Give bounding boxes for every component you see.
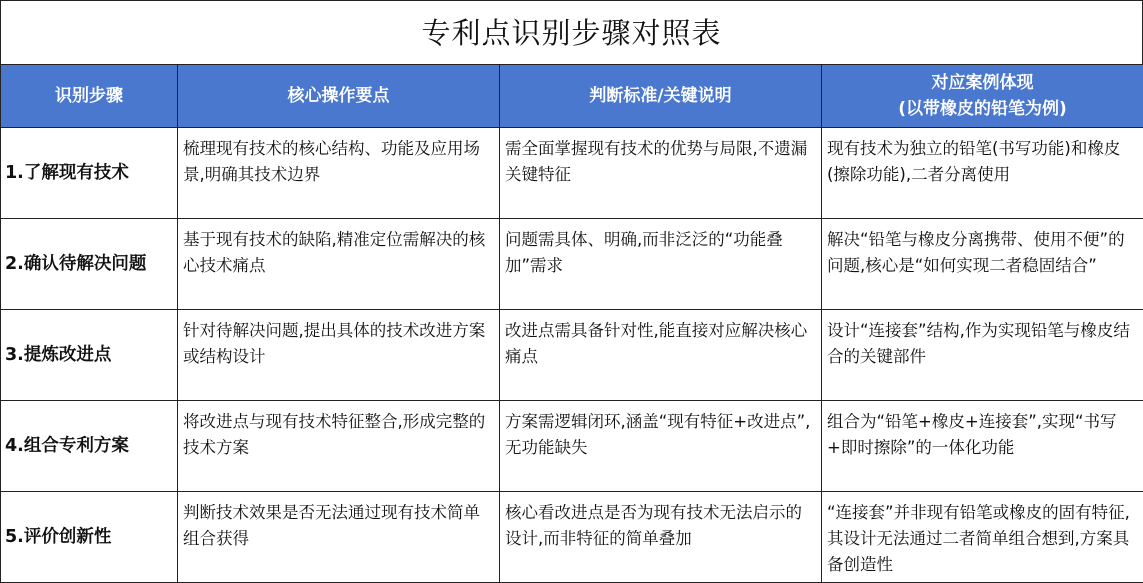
row-operation: 基于现有技术的缺陷,精准定位需解决的核心技术痛点 <box>178 219 500 310</box>
row-step: 1.了解现有技术 <box>1 128 178 219</box>
row-step: 5.评价创新性 <box>1 492 178 583</box>
row-criteria: 问题需具体、明确,而非泛泛的“功能叠加”需求 <box>500 219 822 310</box>
table-row <box>1 401 1143 492</box>
row-example: “连接套”并非现有铅笔或橡皮的固有特征,其设计无法通过二者简单组合想到,方案具备创造性 <box>822 492 1143 583</box>
comparison-table <box>0 64 1143 583</box>
table-row <box>1 128 1143 219</box>
row-step: 2.确认待解决问题 <box>1 219 178 310</box>
row-operation: 将改进点与现有技术特征整合,形成完整的技术方案 <box>178 401 500 492</box>
header-row <box>1 65 1143 128</box>
header-operation: 核心操作要点 <box>178 65 500 128</box>
header-criteria: 判断标准/关键说明 <box>500 65 822 128</box>
row-step: 3.提炼改进点 <box>1 310 178 401</box>
row-operation: 判断技术效果是否无法通过现有技术简单组合获得 <box>178 492 500 583</box>
row-criteria: 方案需逻辑闭环,涵盖“现有特征+改进点”,无功能缺失 <box>500 401 822 492</box>
header-example-line2: (以带橡皮的铅笔为例) <box>826 96 1139 122</box>
row-operation: 针对待解决问题,提出具体的技术改进方案或结构设计 <box>178 310 500 401</box>
row-example: 解决“铅笔与橡皮分离携带、使用不便”的问题,核心是“如何实现二者稳固结合” <box>822 219 1143 310</box>
table-row <box>1 492 1143 583</box>
row-step: 4.组合专利方案 <box>1 401 178 492</box>
header-example <box>822 65 1143 128</box>
row-operation: 梳理现有技术的核心结构、功能及应用场景,明确其技术边界 <box>178 128 500 219</box>
row-example: 现有技术为独立的铅笔(书写功能)和橡皮(擦除功能),二者分离使用 <box>822 128 1143 219</box>
row-criteria: 改进点需具备针对性,能直接对应解决核心痛点 <box>500 310 822 401</box>
row-example: 组合为“铅笔+橡皮+连接套”,实现“书写+即时擦除”的一体化功能 <box>822 401 1143 492</box>
table-row <box>1 219 1143 310</box>
header-step: 识别步骤 <box>1 65 178 128</box>
table-row <box>1 310 1143 401</box>
table-title: 专利点识别步骤对照表 <box>0 0 1143 64</box>
row-criteria: 核心看改进点是否为现有技术无法启示的设计,而非特征的简单叠加 <box>500 492 822 583</box>
header-example-line1: 对应案例体现 <box>826 70 1139 96</box>
row-example: 设计“连接套”结构,作为实现铅笔与橡皮结合的关键部件 <box>822 310 1143 401</box>
row-criteria: 需全面掌握现有技术的优势与局限,不遗漏关键特征 <box>500 128 822 219</box>
